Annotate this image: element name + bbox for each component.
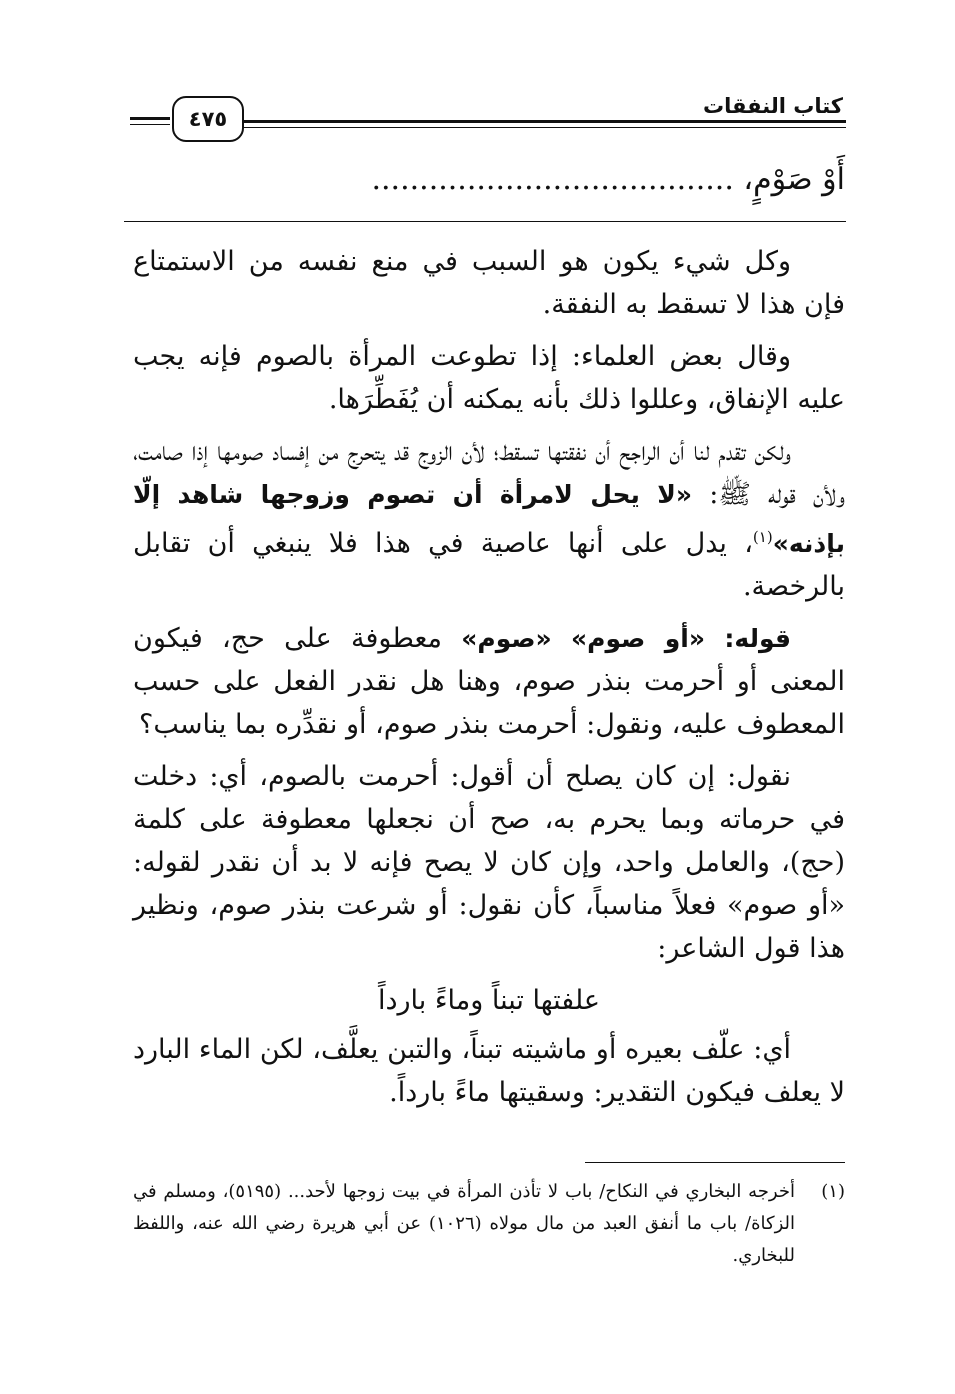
footnote-text: أخرجه البخاري في النكاح/ باب لا تأذن المرأة في بيت زوجها لأحد... (٥١٩٥)، ومسلم في الزكاة/ باب ما أنفق العبد من مال مولاه (١٠٢٦) عن أبي هريرة رضي الله عنه، واللفظ للبخاري. bbox=[133, 1181, 795, 1266]
footnote-1 bbox=[133, 1176, 845, 1272]
quoted-matn: «أو صوم» bbox=[571, 624, 705, 653]
quoted-word: «صوم» bbox=[461, 624, 552, 653]
footnote-ref: (١) bbox=[752, 528, 773, 546]
paragraph-2: وقال بعض العلماء: إذا تطوعت المرأة بالصوم فإنه يجب عليه الإنفاق، وعللوا ذلك بأنه يمكنه أن يُفَطِّرَها. bbox=[133, 341, 845, 415]
header-rule-left bbox=[130, 117, 170, 120]
paragraph-1: وكل شيء يكون هو السبب في منع نفسه من الاستمتاع فإن هذا لا تسقط به النفقة. bbox=[133, 246, 845, 320]
matn-text: أَوْ صَوْمٍ، bbox=[743, 162, 845, 197]
page-number-badge bbox=[172, 96, 244, 142]
matn-line bbox=[115, 158, 845, 202]
qawluhu-label: قوله: bbox=[705, 624, 791, 653]
hadith-text: «لا يحل لامرأة أن تصوم وزوجها شاهد إلّا بإذنه» bbox=[133, 480, 845, 558]
footnote-number: (١) bbox=[821, 1181, 845, 1202]
paragraph-6: أي: علّف بعيره أو ماشيته تبناً، والتبن يعلَّف، لكن الماء البارد لا يعلف فيكون التقدير: وسقيتها ماءً بارداً. bbox=[133, 1034, 845, 1108]
matn-ellipsis: ...................................... bbox=[371, 162, 734, 197]
poetry-verse: علفتها تبناً وماءً بارداً bbox=[377, 985, 601, 1016]
paragraph-5: نقول: إن كان يصلح أن أقول: أحرمت بالصوم، أي: دخلت في حرماته وبما يحرم به، صح أن نجعلها معطوفة على كلمة (حج)، والعامل واحد، وإن كان لا يصح فإنه لا بد أن نقدر لقوله: «أو صوم» فعلاً مناسباً، كأن نقول: أو شرعت بنذر صوم، ونظير هذا قول الشاعر: bbox=[133, 761, 845, 964]
header-rule-right-thin bbox=[242, 127, 846, 128]
header-rule-left-thin bbox=[130, 124, 170, 125]
header-rule-right bbox=[242, 120, 846, 123]
running-header-title: كتاب النفقات bbox=[703, 94, 843, 118]
footnote-divider bbox=[585, 1162, 845, 1163]
paragraph-4: قوله: «أو صوم» «صوم» معطوفة على حج، فيكون المعنى أو أحرمت بنذر صوم، وهنا هل نقدر الفعل على حسب المعطوف عليه، ونقول: أحرمت بنذر صوم، أو نقدِّره بما يناسب؟ bbox=[133, 623, 845, 740]
paragraph-3: ولكن تقدم لنا أن الراجح أن نفقتها تسقط؛ لأن الزوج قد يتحرج من إفساد صومها إذا صامت، ولأن قوله ﷺ: «لا يحل لامرأة أن تصوم وزوجها شاهد إلّا بإذنه»$^{(١)}$، يدل على أنها عاصية في هذا فلا ينبغي أن تقابل بالرخصة. bbox=[133, 436, 845, 602]
matn-divider bbox=[124, 221, 846, 222]
commentary-body bbox=[133, 240, 845, 1123]
footnotes bbox=[133, 1176, 845, 1272]
page-number: ٤٧٥ bbox=[188, 107, 228, 131]
